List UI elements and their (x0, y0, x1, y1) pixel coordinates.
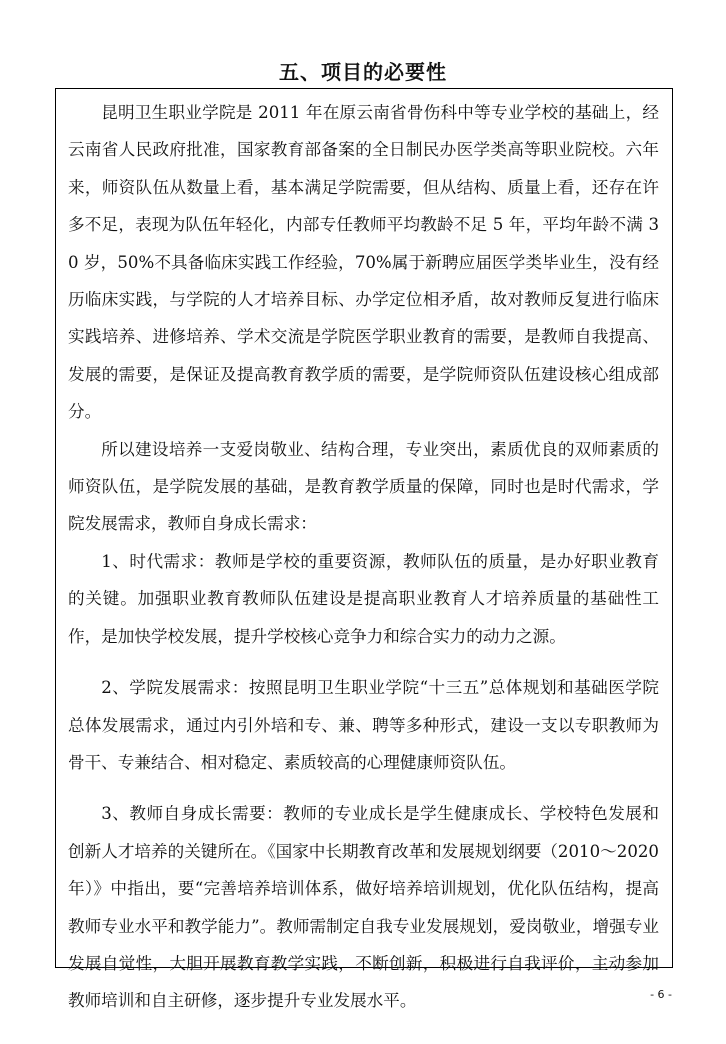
paragraph-era-need: 1、时代需求：教师是学校的重要资源，教师队伍的质量，是办好职业教育的关键。加强职业教育教师队伍建设是提高职业教育人才培养质量的基础性工作，是加快学校发展，提升学校核心竞争力和综合实力的动力之源。 (68, 551, 659, 646)
content-box (55, 88, 673, 1011)
paragraph-background: 昆明卫生职业学院是 2011 年在原云南省骨伤科中等专业学校的基础上，经云南省人民政府批准，国家教育部备案的全日制民办医学类高等职业院校。六年来，师资队伍从数量上看，基本满足学院需要，但从结构、质量上看，还存在许多不足，表现为队伍年轻化，内部专任教师平均教龄不足 5 年，平均年龄不满 30 岁，50%不具备临床实践工作经验，70%属于新聘应届医学类毕业生，没有经历临床实践，与学院的人才培养目标、办学定位相矛盾，故对教师反复进行临床实践培养、进修培养、学术交流是学院医学职业教育的需要，是教师自我提高、发展的需要，是保证及提高教育教学质的需要，是学院师资队伍建设核心组成部分。 (68, 103, 659, 422)
paragraph-teacher-growth: 3、教师自身成长需要：教师的专业成长是学生健康成长、学校特色发展和创新人才培养的关键所在。《国家中长期教育改革和发展规划纲要（2010～2020 年）》中指出，要“完善培养培训体系，做好培养培训规划，优化队伍结构，提高教师专业水平和教学能力”。教师需制定自我专业发展规划，爱岗敬业，增强专业发展自觉性，大胆开展教育教学实践，不断创新，积极进行自我评价，主动参加教师培训和自主研修，逐步提升专业发展水平。 (68, 804, 659, 1011)
paragraph-summary: 所以建设培养一支爱岗敬业、结构合理，专业突出，素质优良的双师素质的师资队伍，是学院发展的基础，是教育教学质量的保障，同时也是时代需求，学院发展需求，教师自身成长需求： (68, 439, 659, 534)
page-number: - 6 - (650, 988, 672, 1001)
page-title: 五、项目的必要性 (279, 60, 447, 84)
paragraph-college-need: 2、学院发展需求：按照昆明卫生职业学院“十三五”总体规划和基础医学院总体发展需求，通过内引外培和专、兼、聘等多种形式，建设一支以专职教师为骨干、专兼结合、相对稳定、素质较高的心理健康师资队伍。 (68, 678, 659, 772)
